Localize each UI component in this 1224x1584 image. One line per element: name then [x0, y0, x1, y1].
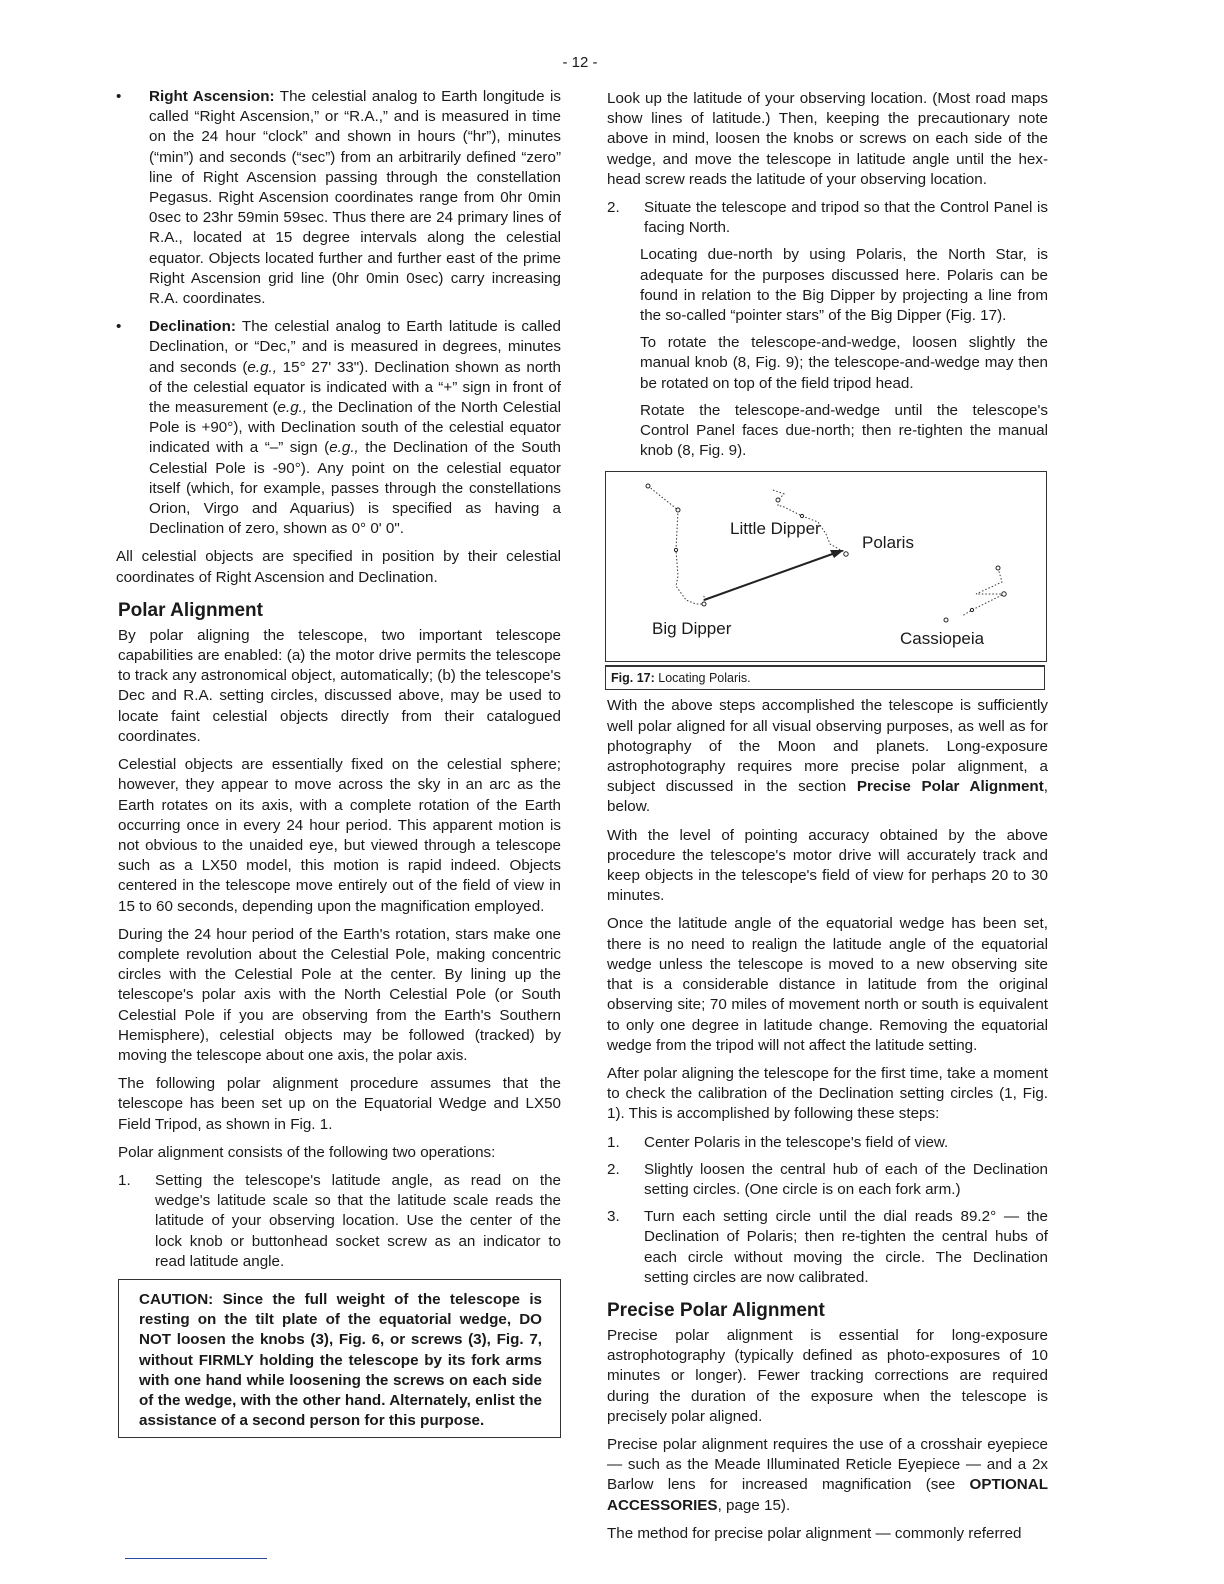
star-icon — [944, 618, 948, 622]
step-2-para-c: Rotate the telescope-and-wedge until the telescope's Control Panel faces due-north; then re-tighten the manual knob (8, Fig. 9). — [640, 401, 1048, 460]
star-icon — [800, 515, 803, 518]
step-number: 1. — [118, 1171, 131, 1189]
heading-precise-polar-alignment: Precise Polar Alignment — [607, 1299, 825, 1321]
figure-polaris-diagram — [605, 471, 1047, 662]
star-icon — [996, 566, 1000, 570]
star-icon — [776, 498, 780, 502]
dec-eg-2: e.g., — [277, 399, 308, 417]
left-column — [118, 87, 561, 1438]
step-1 — [118, 1171, 561, 1272]
label-little-dipper: Little Dipper — [730, 519, 821, 539]
star-icon — [646, 484, 650, 488]
label-big-dipper: Big Dipper — [652, 619, 732, 639]
step-text: Setting the telescope's latitude angle, as read on the wedge's latitude scale so that the latitude scale reads the latitude of your observing location. Use the center of the lock knob or buttonhead socket screw as an indicator to read latitude angle. — [155, 1171, 561, 1270]
paragraph-polar-2: Celestial objects are essentially fixed on the celestial sphere; however, they appear to move across the sky in an arc as the Earth rotates on its axis, with a complete rotation of the Earth occurring once in every 24 hour period. This apparent motion is not obvious to the unaided eye, but viewed through a telescope such as a LX50 model, this motion is rapid indeed. Objects centered in the telescope move entirely out of the field of view in 15 to 60 seconds, depending upon the magnification employed. — [118, 756, 561, 915]
star-icon — [676, 508, 680, 512]
step-number: 2. — [607, 1160, 620, 1178]
step-text: Turn each setting circle until the dial reads 89.2° — the Declination of Polaris; then re-tighten the central hubs of each circle without moving the circle. The Declination setting circles are now calibrated. — [644, 1208, 1048, 1286]
paragraph-precise-1: Precise polar alignment is essential for long-exposure astrophotography (typically defined as photo-exposures of 10 minutes or longer). Fewer tracking corrections are required during the duration of the exposure when the telescope is precisely polar aligned. — [607, 1326, 1048, 1425]
paragraph-polar-3: During the 24 hour period of the Earth's rotation, stars make one complete revolution about the Celestial Pole, making concentric circles with the Celestial Pole at the center. By lining up the telescope's polar axis with the North Celestial Pole (or South Celestial Pole if you are observing from the Earth's Southern Hemisphere), celestial objects may be followed (tracked) by moving the telescope about one axis, the polar axis. — [118, 925, 561, 1064]
dec-text-3: the Declination of the North Celestial Pole is +90°), with Declination south of the celestial equator indicated with a “–” sign ( — [149, 399, 561, 457]
right-column — [607, 89, 1048, 1552]
paragraph-with-2: With the level of pointing accuracy obtained by the above procedure the telescope's motor drive will accurately track and keep objects in the telescope's field of view for perhaps 20 to 30 minutes. — [607, 826, 1048, 905]
heading-polar-alignment: Polar Alignment — [118, 599, 263, 621]
dec-label: Declination: — [149, 318, 236, 336]
footnote-rule — [125, 1558, 267, 1559]
bullet-icon: • — [116, 318, 122, 336]
dec-text-4: the Declination of the South Celestial Pole is -90°). Any point on the celestial equator itself (which, for example, passes through the constellations Orion, Virgo and Aquarius) is specified as having a Declination of zero, shown as 0° 0' 0". — [149, 439, 561, 538]
bullet-declination — [118, 317, 561, 539]
paragraph-precise-3: The method for precise polar alignment — commonly referred — [607, 1524, 1022, 1542]
pp2-bold: OPTIONAL ACCESSORIES — [607, 1476, 1048, 1514]
bullet-right-ascension — [118, 87, 561, 309]
star-icon — [1002, 592, 1006, 596]
paragraph-lookup: Look up the latitude of your observing location. (Most road maps show lines of latitude.) Then, keeping the precautionary note above in mind, loosen the knobs or screws on each side of the wedge, and move the telescope in latitude angle until the hex-head screw reads the latitude of your observing location. — [607, 90, 1048, 188]
bullet-icon: • — [116, 88, 122, 105]
pp2-text-c: , page 15). — [717, 1496, 791, 1514]
paragraph-precise-2 — [607, 1435, 1048, 1516]
paragraph-with-1 — [607, 696, 1048, 817]
paragraph-polar-5: Polar alignment consists of the following two operations: — [118, 1143, 496, 1161]
cassiopeia-outline — [962, 568, 1004, 616]
step-number: 3. — [607, 1208, 620, 1226]
with1-bold: Precise Polar Alignment — [856, 778, 1044, 796]
step-text: Slightly loosen the central hub of each of the Declination setting circles. (One circle is on each fork arm.) — [644, 1160, 1048, 1198]
calibration-step-3 — [607, 1207, 1048, 1288]
dec-text-1: The celestial analog to Earth latitude is called Declination, or “Dec,” and is measured in degrees, minutes and seconds ( — [149, 318, 561, 376]
label-cassiopeia: Cassiopeia — [900, 629, 985, 649]
calibration-step-1 — [607, 1133, 1048, 1153]
step-2-para-a: Locating due-north by using Polaris, the North Star, is adequate for the purposes discussed here. Polaris can be found in relation to the Big Dipper by projecting a line from the so-called “pointer stars” of the Big Dipper (Fig. 17). — [640, 246, 1048, 325]
dec-eg-3: e.g., — [329, 439, 359, 457]
label-polaris: Polaris — [862, 533, 914, 553]
step-number: 1. — [607, 1133, 620, 1151]
big-dipper-outline — [648, 486, 704, 604]
dec-text-2: 15° 27' 33"). Declination shown as north of the celestial equator is indicated with a “+” sign in front of the measurement ( — [149, 358, 561, 417]
with1-text-a: With the above steps accomplished the telescope is sufficiently well polar aligned for all visual observing purposes, as well as for photography of the Moon and planets. Long-exposure astrophotography requires more precise polar alignment, a subject discussed in the section — [607, 697, 1048, 796]
step-number: 2. — [607, 199, 620, 217]
paragraph-polar-4: The following polar alignment procedure assumes that the telescope has been set up on the Equatorial Wedge and LX50 Field Tripod, as shown in Fig. 1. — [118, 1075, 561, 1133]
caption-text: Locating Polaris. — [654, 671, 751, 686]
star-icon — [970, 609, 973, 612]
dec-eg-1: e.g., — [247, 358, 277, 376]
with1-text-c: , below. — [607, 778, 1048, 816]
ra-text: The celestial analog to Earth longitude is called “Right Ascension,” or “R.A.,” and is measured in time on the 24 hour “clock” and shown in hours (“hr”), minutes (“min”) and seconds (“sec”) from an arbitrarily defined “zero” line of Right Ascension passing through the constellation Pegasus. Right Ascension coordinates range from 0hr 0min 0sec to 23hr 59min 59sec. Thus there are 24 primary lines of R.A., located at 15 degree intervals along the celestial equator. Objects located further and further east of the prime Right Ascension grid line (0hr 0min 0sec) carry increasing R.A. coordinates. — [149, 88, 561, 308]
paragraph-all-objects: All celestial objects are specified in position by their celestial coordinates of Right Ascension and Declination. — [116, 548, 561, 586]
polaris-star-icon — [844, 552, 848, 556]
caution-box: CAUTION: Since the full weight of the telescope is resting on the tilt plate of the equatorial wedge, DO NOT loosen the knobs (3), Fig. 6, or screws (3), Fig. 7, without FIRMLY holding the telescope by its fork arms with one hand while loosening the screws on each side of the wedge, with the other hand. Alternately, enlist the assistance of a second person for this purpose. — [118, 1279, 561, 1438]
paragraph-polar-1: By polar aligning the telescope, two important telescope capabilities are enabled: (a) the motor drive permits the telescope to track any astronomical object, automatically; (b) the telescope's Dec and R.A. setting circles, discussed above, may be used to locate faint celestial objects directly from their catalogued coordinates. — [118, 626, 561, 745]
paragraph-after: After polar aligning the telescope for the first time, take a moment to check the calibration of the Declination setting circles (1, Fig. 1). This is accomplished by following these steps: — [607, 1064, 1048, 1123]
caption-label: Fig. 17: — [611, 671, 655, 686]
calibration-step-2 — [607, 1160, 1048, 1200]
star-icon — [674, 549, 677, 552]
figure-caption — [605, 665, 1045, 690]
pp2-text-a: Precise polar alignment requires the use of a crosshair eyepiece — such as the Meade Illuminated Reticle Eyepiece — and a 2x Barlow lens for increased magnification (see — [607, 1435, 1048, 1494]
step-2 — [607, 198, 1048, 238]
ra-label: Right Ascension: — [149, 88, 275, 105]
pointer-arrow-icon — [830, 550, 844, 558]
paragraph-once: Once the latitude angle of the equatorial wedge has been set, there is no need to realign the latitude angle of the equatorial wedge unless the telescope is moved to a new observing site that is a considerable distance in latitude from the original observing site; 70 miles of movement north or south is equivalent to only one degree in latitude change. Removing the equatorial wedge from the tripod will not affect the latitude setting. — [607, 915, 1048, 1054]
pointer-line — [704, 552, 838, 600]
step-text: Center Polaris in the telescope's field of view. — [644, 1133, 949, 1151]
page-number: - 12 - — [562, 54, 598, 71]
step-text: Situate the telescope and tripod so that the Control Panel is facing North. — [644, 199, 1048, 237]
step-2-para-b: To rotate the telescope-and-wedge, loosen slightly the manual knob (8, Fig. 9); the telescope-and-wedge may then be rotated on top of the field tripod head. — [640, 334, 1048, 392]
star-icon — [702, 602, 706, 606]
star-chart — [606, 472, 1046, 661]
